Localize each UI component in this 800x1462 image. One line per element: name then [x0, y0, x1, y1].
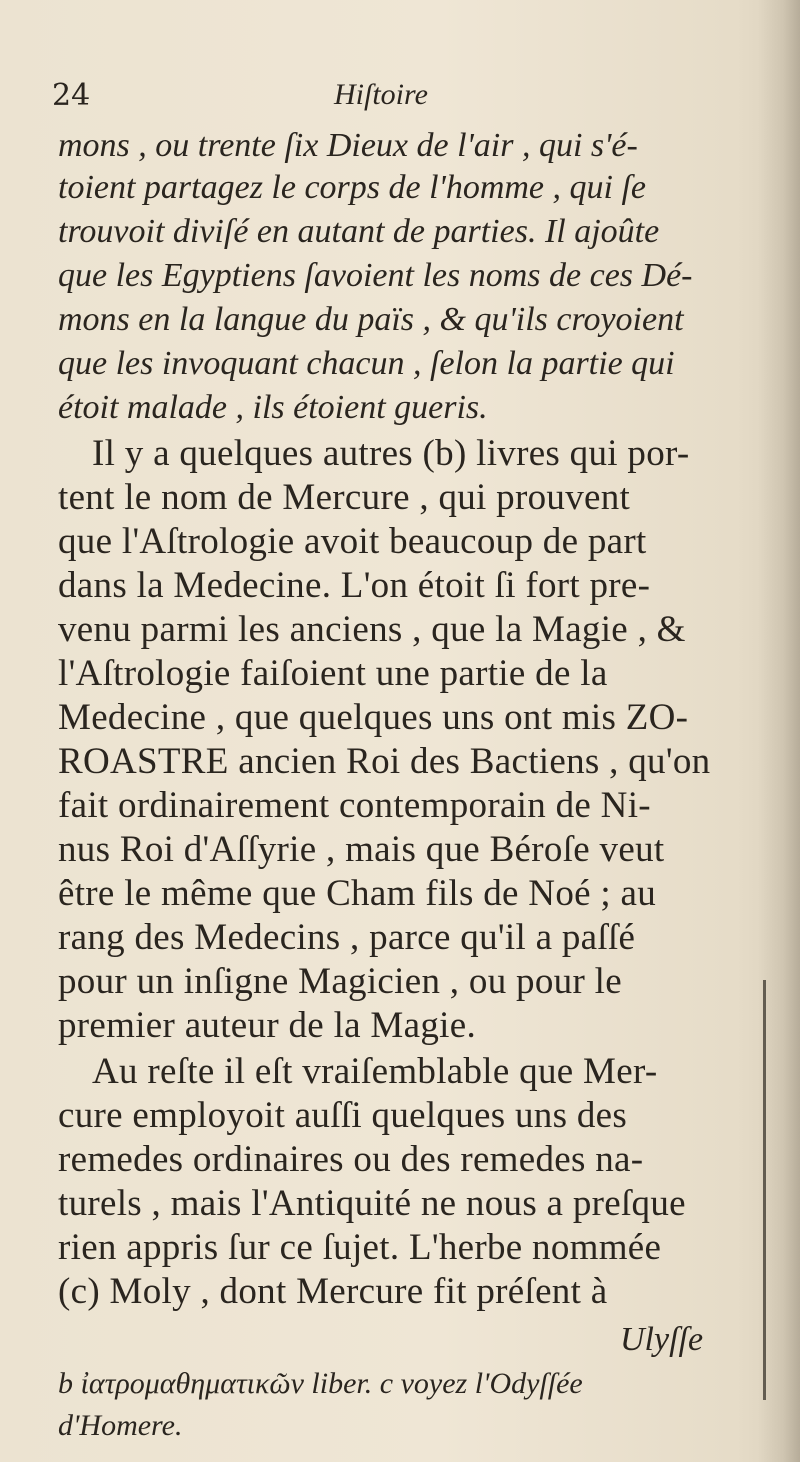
text-line: premier auteur de la Magie. — [58, 1005, 476, 1046]
text-line: l'Aſtrologie faiſoient une partie de la — [58, 653, 608, 694]
text-line: tent le nom de Mercure , qui prouvent — [58, 477, 631, 518]
text-line: nus Roi d'Aſſyrie , mais que Béroſe veut — [58, 829, 665, 870]
text-line: Medecine , que quelques uns ont mis ZO- — [58, 697, 689, 738]
footnote-line: d'Homere. — [58, 1409, 183, 1442]
running-title: Hiſtoire — [334, 78, 428, 111]
text-line: ROASTRE ancien Roi des Bactiens , qu'on — [58, 741, 711, 782]
text-line: trouvoit diviſé en autant de parties. Il ajoûte — [58, 213, 660, 250]
text-line: remedes ordinaires ou des remedes na- — [58, 1139, 644, 1180]
text-line: Au reſte il eſt vraiſemblable que Mer- — [92, 1051, 658, 1092]
text-line: venu parmi les anciens , que la Magie , & — [58, 609, 686, 650]
text-line: être le même que Cham fils de Noé ; au — [58, 873, 657, 914]
text-line: que l'Aſtrologie avoit beaucoup de part — [58, 521, 647, 562]
footnote-line: b ἰατρομαθηματικῶν liber. c voyez l'Odyſſée — [58, 1367, 583, 1400]
text-line: mons , ou trente ſix Dieux de l'air , qui s'é- — [58, 127, 638, 164]
text-line: toient partagez le corps de l'homme , qui ſe — [58, 169, 647, 206]
text-line: turels , mais l'Antiquité ne nous a preſque — [58, 1183, 686, 1224]
page-edge-line — [763, 980, 766, 1400]
text-line: (c) Moly , dont Mercure fit préſent à — [58, 1271, 608, 1312]
text-line: dans la Medecine. L'on étoit ſi fort pre- — [58, 565, 651, 606]
catchword: Ulyſſe — [620, 1321, 704, 1358]
page-header — [52, 78, 712, 122]
page-number: 24 — [52, 78, 91, 113]
text-line: Il y a quelques autres (b) livres qui por- — [92, 433, 690, 474]
text-line: rang des Medecins , parce qu'il a paſſé — [58, 917, 636, 958]
text-line: rien appris ſur ce ſujet. L'herbe nommée — [58, 1227, 662, 1268]
text-line: étoit malade , ils étoient gueris. — [58, 389, 488, 426]
text-line: cure employoit auſſi quelques uns des — [58, 1095, 628, 1136]
text-line: mons en la langue du païs , & qu'ils croyoient — [58, 301, 684, 338]
text-line: fait ordinairement contemporain de Ni- — [58, 785, 651, 826]
text-line: que les invoquant chacun , ſelon la partie qui — [58, 345, 675, 382]
text-line: pour un inſigne Magicien , ou pour le — [58, 961, 622, 1002]
text-line: que les Egyptiens ſavoient les noms de ces Dé- — [58, 257, 693, 294]
